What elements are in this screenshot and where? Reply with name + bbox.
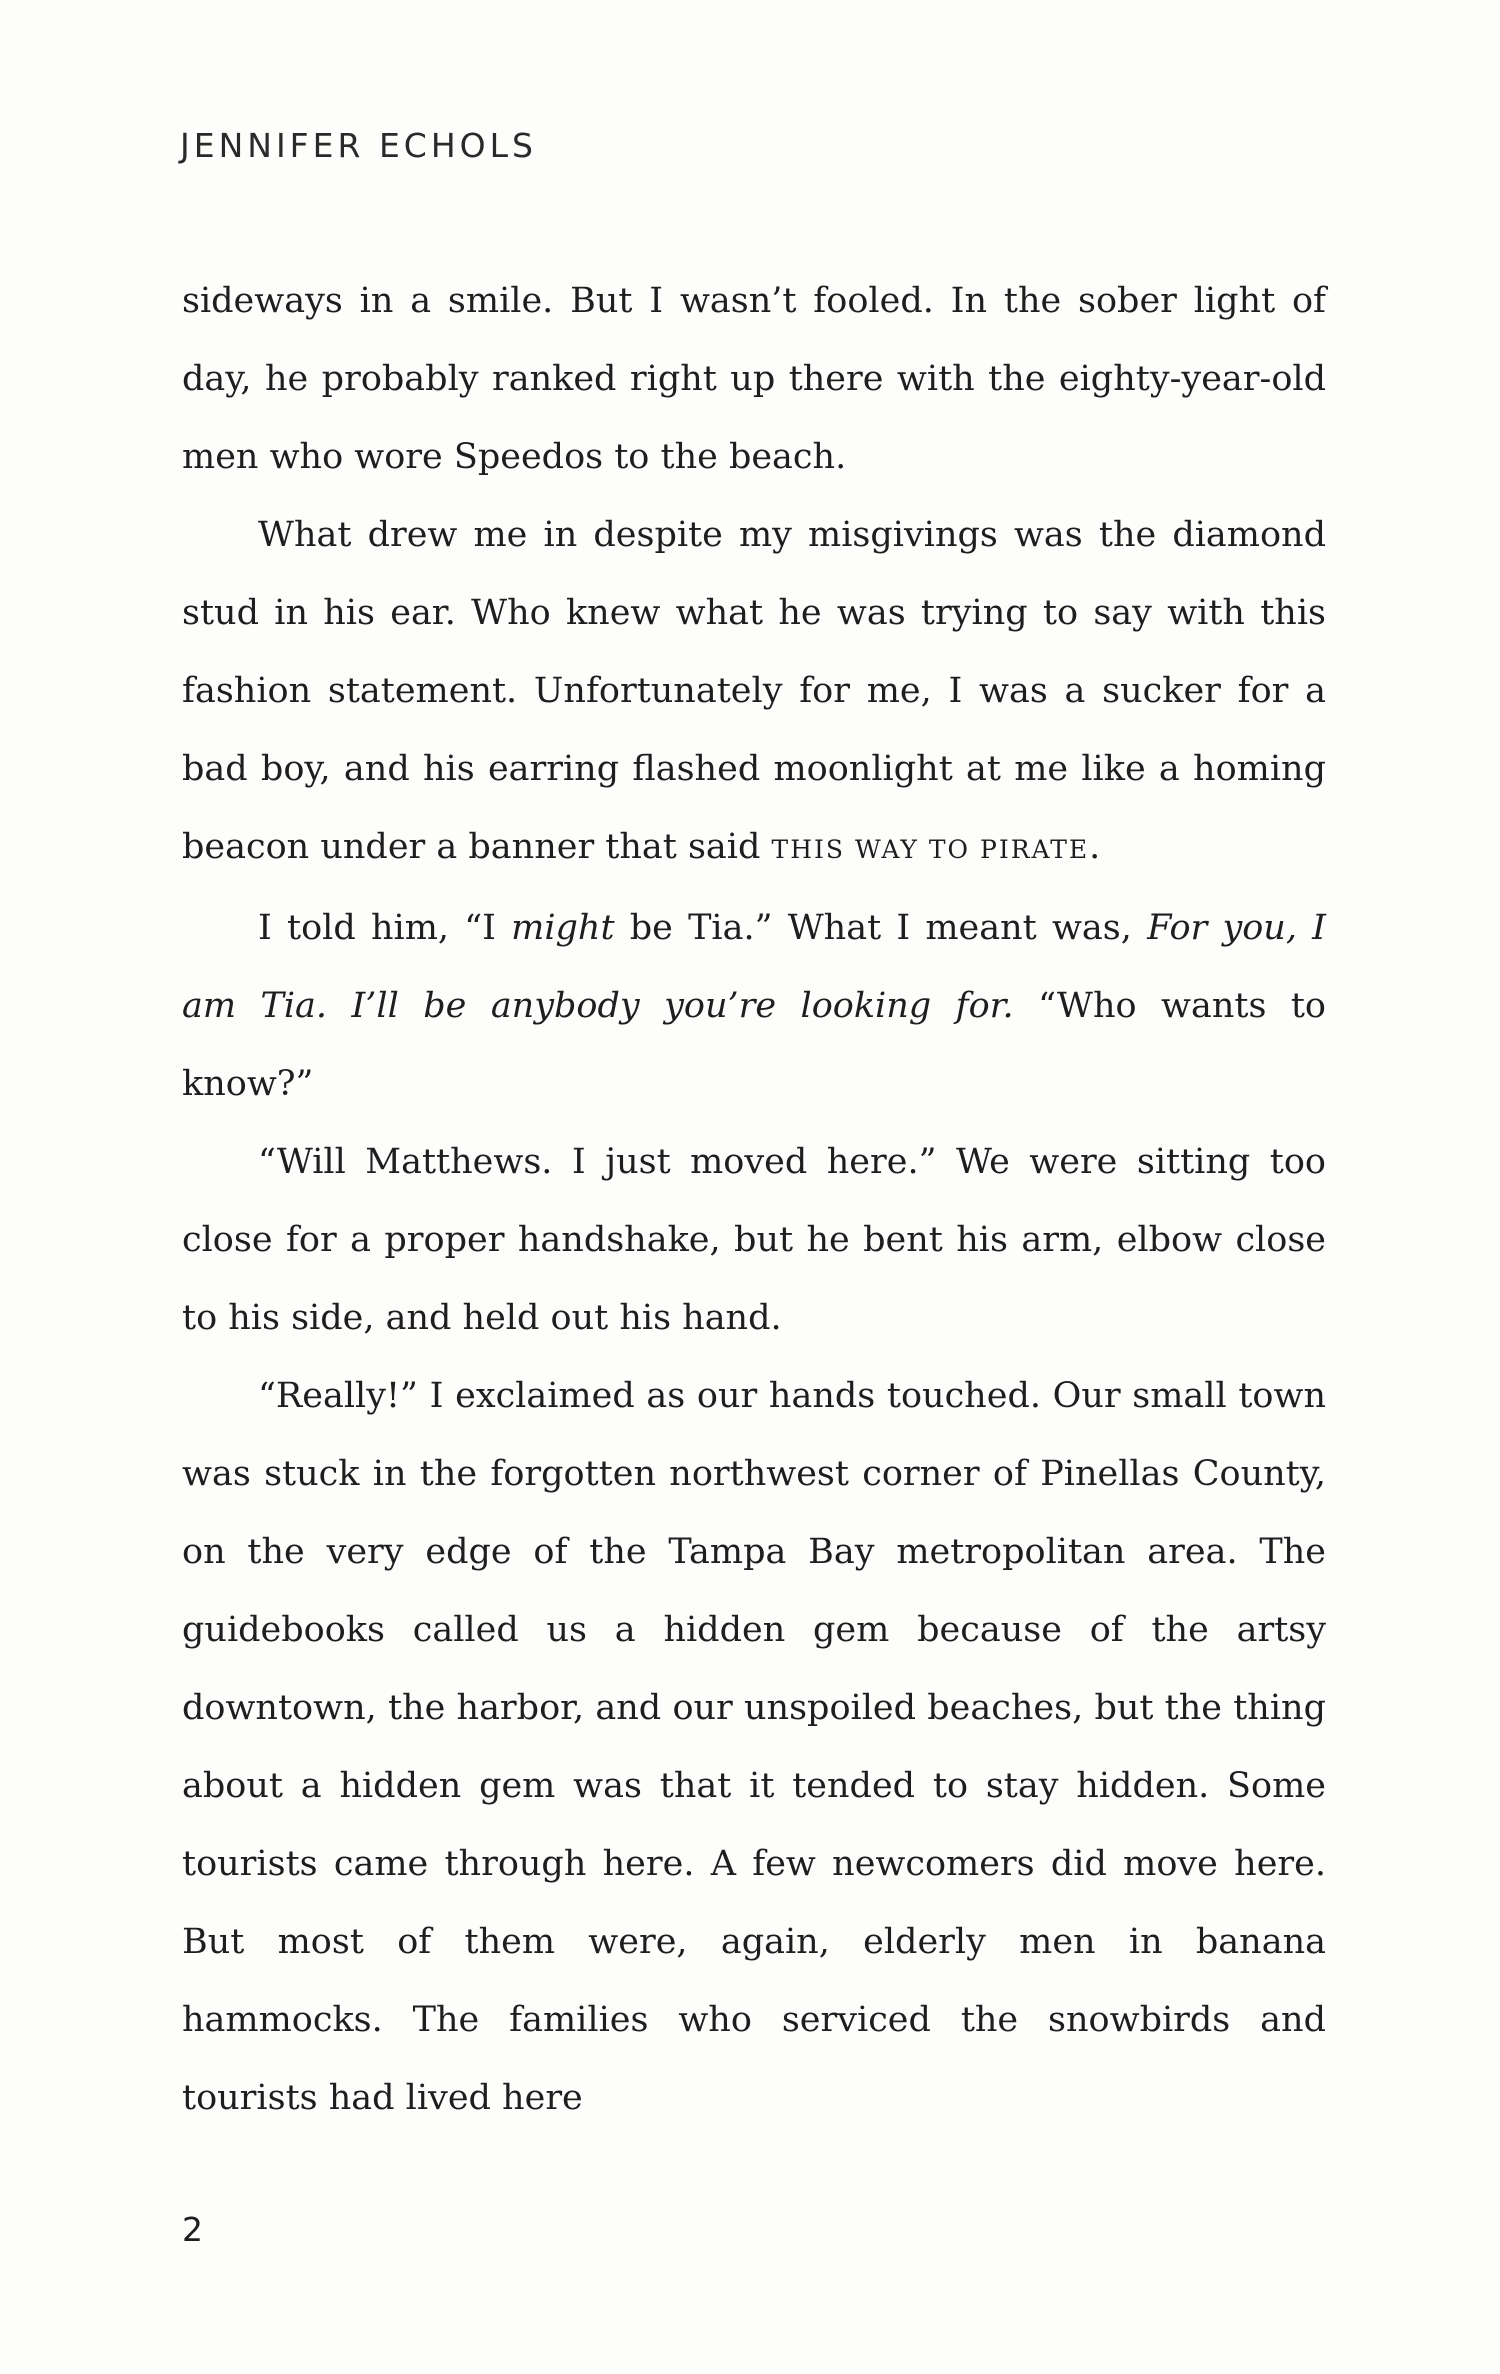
paragraph-3 (182, 889, 1326, 1123)
body-text (182, 262, 1326, 2137)
paragraph-3-c: be Tia.” What I meant was, (614, 908, 1148, 948)
paragraph-3-italic-might: might (511, 908, 615, 948)
paragraph-3-a: I told him, “I (258, 908, 512, 948)
page-number: 2 (182, 2210, 203, 2249)
paragraph-3-italic-thought: For you, I am Tia. I’ll be anybody you’re looking for. (182, 908, 1326, 1026)
paragraph-2-end: . (1089, 827, 1101, 867)
paragraph-1: sideways in a smile. But I wasn’t fooled. In the sober light of day, he probably ranked right up there with the eighty-year-old men who wore Speedos to the beach. (182, 281, 1326, 477)
paragraph-2-text: What drew me in despite my misgivings was the diamond stud in his ear. Who knew what he was trying to say with this fashion statement. Unfortunately for me, I was a sucker for a bad boy, and his earring flashed moonlight at me like a homing beacon under a banner that said (182, 515, 1326, 867)
paragraph-4: “Will Matthews. I just moved here.” We were sitting too close for a proper handshake, but he bent his arm, elbow close to his side, and held out his hand. (182, 1142, 1326, 1338)
paragraph-3-e: “Who wants to know?” (182, 986, 1326, 1104)
paragraph-5: “Really!” I exclaimed as our hands touched. Our small town was stuck in the forgotten northwest corner of Pinellas County, on the very edge of the Tampa Bay metropolitan area. The guidebooks called us a hidden gem because of the artsy downtown, the harbor, and our unspoiled beaches, but the thing about a hidden gem was that it tended to stay hidden. Some tourists came through here. A few newcomers did move here. But most of them were, again, elderly men in banana hammocks. The families who serviced the snowbirds and tourists had lived here (182, 1376, 1326, 2118)
paragraph-2-smallcaps: THIS WAY TO PIRATE (771, 835, 1090, 864)
running-head-author: JENNIFER ECHOLS (180, 126, 537, 165)
paragraph-2 (182, 496, 1326, 889)
